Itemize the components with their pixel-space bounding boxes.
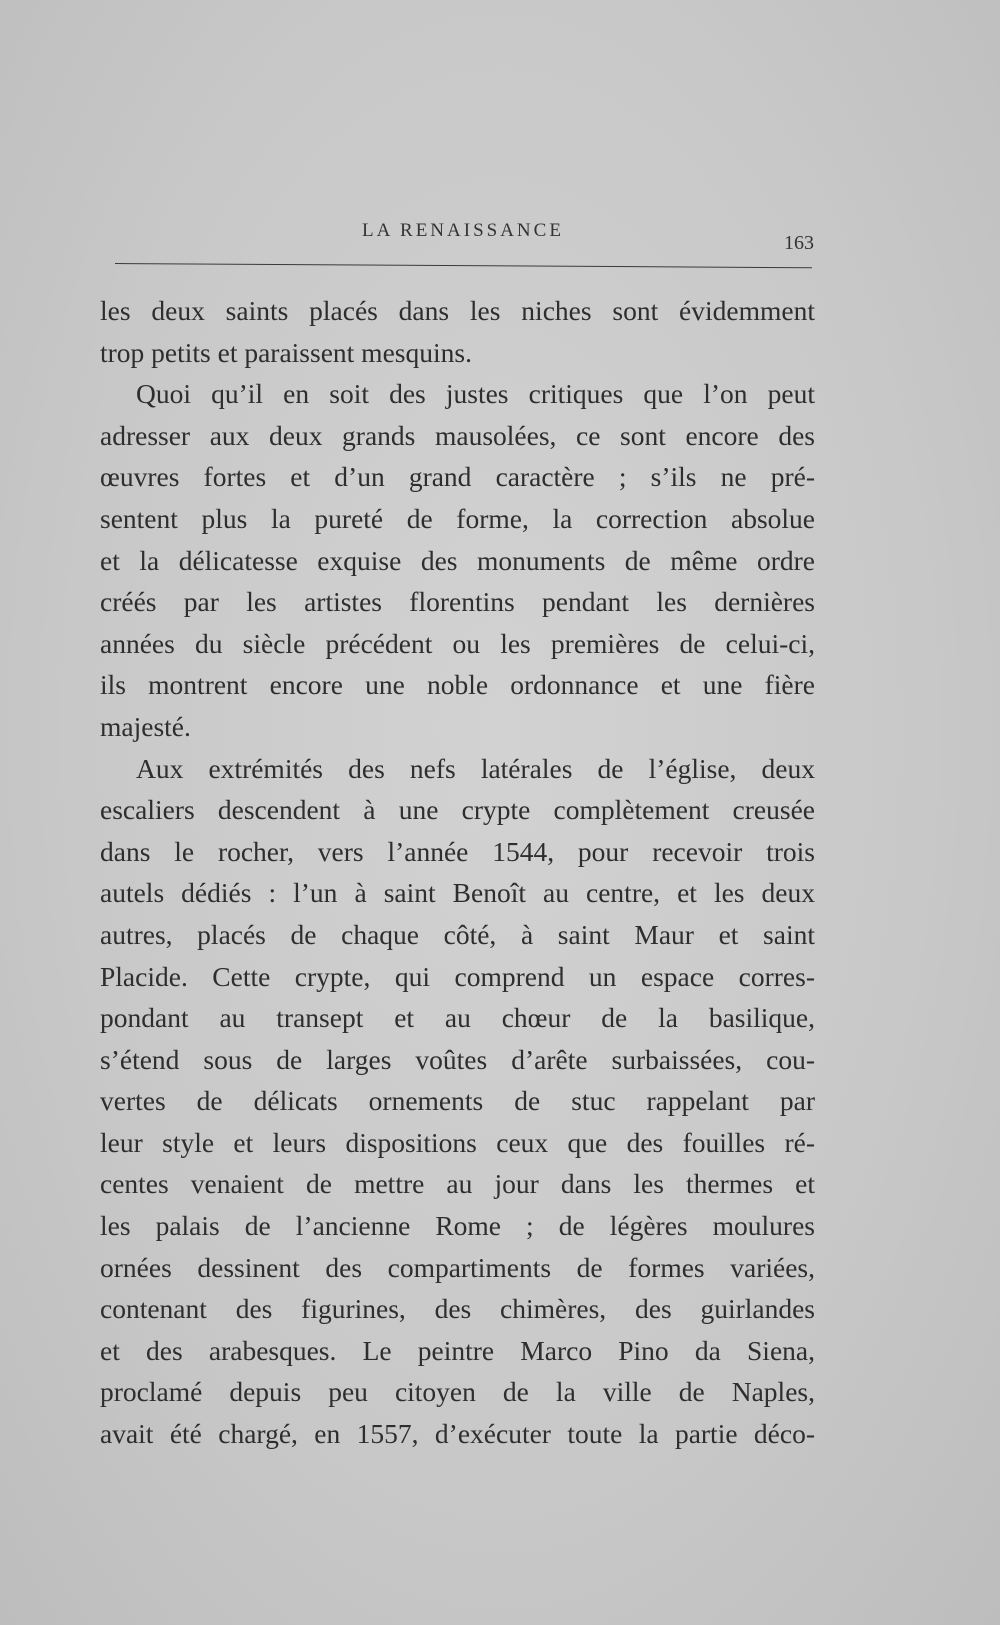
text-line: vertes de délicats ornements de stuc rappelant par: [100, 1085, 815, 1117]
text-line: sentent plus la pureté de forme, la correction absolue: [100, 502, 815, 534]
text-line: avait été chargé, en 1557, d’exécuter toute la partie déco-: [100, 1418, 815, 1450]
page-number: 163: [784, 232, 814, 254]
text-line: Aux extrémités des nefs latérales de l’église, deux: [136, 752, 815, 784]
text-line: s’étend sous de larges voûtes d’arête surbaissées, cou-: [100, 1043, 815, 1075]
text-line: œuvres fortes et d’un grand caractère ; s’ils ne pré-: [100, 461, 815, 493]
text-line: ornées dessinent des compartiments de formes variées,: [100, 1251, 815, 1283]
text-line: créés par les artistes florentins pendant les dernières: [100, 586, 815, 618]
running-head: [112, 220, 814, 254]
text-line: les palais de l’ancienne Rome ; de légères moulures: [100, 1210, 815, 1242]
text-line: années du siècle précédent ou les premières de celui-ci,: [100, 627, 815, 659]
running-title: LA RENAISSANCE: [362, 220, 564, 241]
header-rule: [115, 263, 812, 268]
text-line: Placide. Cette crypte, qui comprend un espace corres-: [100, 960, 815, 992]
text-line: autels dédiés : l’un à saint Benoît au centre, et les deux: [100, 877, 815, 909]
text-line: et la délicatesse exquise des monuments de même ordre: [100, 544, 815, 576]
text-line: les deux saints placés dans les niches sont évidemment: [100, 295, 815, 326]
text-line: proclamé depuis peu citoyen de la ville de Naples,: [100, 1376, 815, 1408]
text-line: dans le rocher, vers l’année 1544, pour recevoir trois: [100, 835, 815, 867]
text-line: autres, placés de chaque côté, à saint Maur et saint: [100, 918, 815, 950]
text-line: centes venaient de mettre au jour dans les thermes et: [100, 1168, 815, 1200]
text-line: trop petits et paraissent mesquins.: [100, 336, 472, 368]
text-line: adresser aux deux grands mausolées, ce sont encore des: [100, 419, 815, 451]
text-line: majesté.: [100, 710, 191, 742]
body-text: [100, 290, 815, 1455]
text-line: contenant des figurines, des chimères, des guirlandes: [100, 1293, 815, 1325]
text-line: pondant au transept et au chœur de la basilique,: [100, 1002, 815, 1034]
text-line: escaliers descendent à une crypte complètement creusée: [100, 794, 815, 826]
text-line: Quoi qu’il en soit des justes critiques que l’on peut: [136, 378, 815, 410]
text-line: leur style et leurs dispositions ceux que des fouilles ré-: [100, 1126, 815, 1158]
text-line: ils montrent encore une noble ordonnance et une fière: [100, 669, 815, 701]
text-line: et des arabesques. Le peintre Marco Pino da Siena,: [100, 1334, 815, 1366]
